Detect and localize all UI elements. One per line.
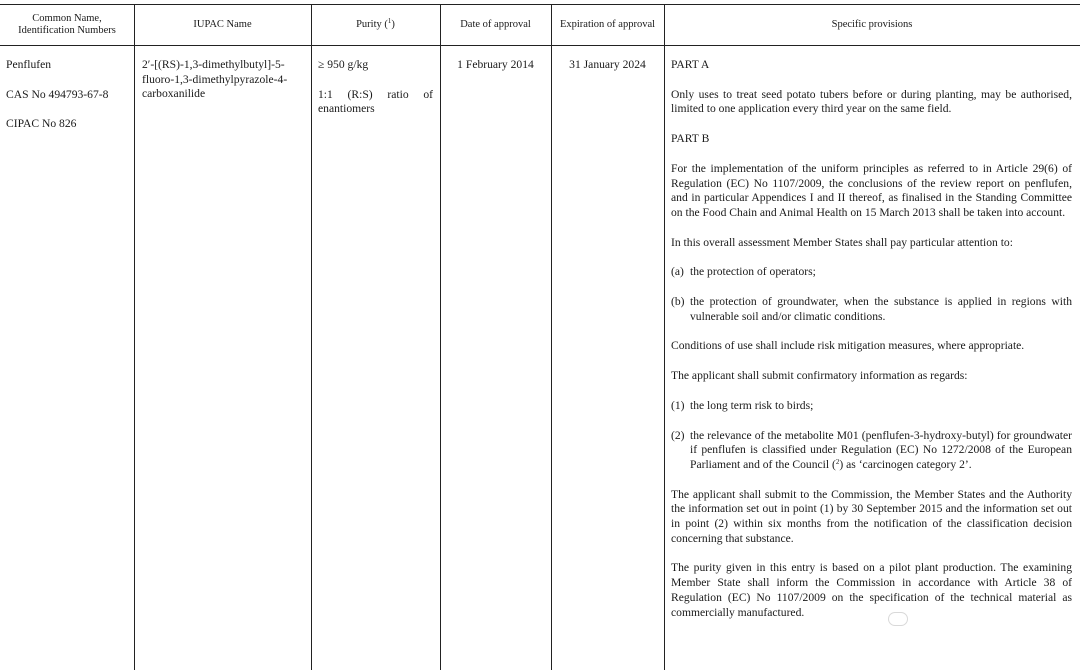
column-divider xyxy=(664,4,665,670)
common-name-cell xyxy=(6,58,130,132)
confirm-item xyxy=(671,429,1072,473)
column-divider xyxy=(134,4,135,670)
column-divider xyxy=(311,4,312,670)
column-divider xyxy=(440,4,441,670)
iupac-name-cell xyxy=(142,58,304,102)
header-date-approval xyxy=(440,4,551,45)
header-expiration xyxy=(551,4,664,45)
part-b-text: For the implementation of the uniform principles as referred to in Article 29(6) of Regulation (EC) No 1107/2009, the conclusions of the review report on penflufen, and in particular Appendices I and II thereof, as finalised in the Standing Committee on the Food Chain and Animal Health on 15 March 2013 shall be taken into account. xyxy=(671,161,1072,219)
item-text: the relevance of the metabolite M01 (penflufen-3-hydroxy-butyl) for groundwater if penflufen is classified under Regulation (EC) No 1272/2008 of the European Parliament and of the Council ($^2$) as ‘carcinogen category 2’. xyxy=(690,428,1072,471)
header-bottom-border xyxy=(0,45,1080,46)
footnote-marker: 2 xyxy=(835,457,840,466)
part-a-text: Only uses to treat seed potato tubers before or during planting, may be authorised, limited to one application every third year on the same field. xyxy=(671,87,1072,116)
item-label: (2) xyxy=(671,428,685,442)
iupac-name: 2′-[(RS)-1,3-dimethylbutyl]-5-fluoro-1,3-dimethylpyrazole-4-carboxanilide xyxy=(142,58,288,101)
cas-number: CAS No 494793-67-8 xyxy=(6,87,109,101)
item-label: (a) xyxy=(671,265,684,279)
expiration-cell xyxy=(551,58,664,73)
assessment-intro: In this overall assessment Member States shall pay particular attention to: xyxy=(671,235,1013,249)
date-approval-cell xyxy=(440,58,551,73)
header-specific-provisions xyxy=(664,4,1080,45)
item-text: the protection of operators; xyxy=(690,265,816,279)
header-common-name xyxy=(0,4,134,45)
part-b-heading: PART B xyxy=(671,132,710,146)
item-text: the protection of groundwater, when the substance is applied in regions with vulnerable soil and/or climatic conditions. xyxy=(690,295,1072,323)
item-label: (1) xyxy=(671,398,685,412)
watermark xyxy=(888,612,911,626)
column-divider xyxy=(551,4,552,670)
item-text: the long term risk to birds; xyxy=(690,398,814,412)
header-specific-provisions-label: Specific provisions xyxy=(831,18,913,30)
header-purity-label: Purity ($^1$) xyxy=(356,16,395,30)
enantiomer-ratio: 1:1 (R:S) ratio of enantiomers xyxy=(318,87,433,116)
header-purity xyxy=(311,4,440,45)
attention-item xyxy=(671,265,1072,280)
confirmatory-intro: The applicant shall submit confirmatory information as regards: xyxy=(671,369,968,383)
cipac-number: CIPAC No 826 xyxy=(6,117,77,131)
chat-bubble-icon xyxy=(888,612,908,626)
common-name: Penflufen xyxy=(6,58,52,71)
purity-cell xyxy=(318,58,433,117)
part-a-heading: PART A xyxy=(671,58,710,71)
purity-value: ≥ 950 g/kg xyxy=(318,58,369,71)
attention-item xyxy=(671,295,1072,324)
header-iupac-name-label: IUPAC Name xyxy=(193,18,252,30)
expiration-date: 31 January 2024 xyxy=(569,58,646,71)
specific-provisions-cell xyxy=(671,58,1072,620)
conditions-text: Conditions of use shall include risk mitigation measures, where appropriate. xyxy=(671,339,1025,353)
confirm-item xyxy=(671,399,1072,414)
item-label: (b) xyxy=(671,295,685,309)
submission-text: The applicant shall submit to the Commission, the Member States and the Authority the information set out in point (1) by 30 September 2015 and the information set out in point (2) within six months from the notification of the classification decision concerning that substance. xyxy=(671,487,1072,545)
date-of-approval: 1 February 2014 xyxy=(457,58,534,71)
purity-note-text: The purity given in this entry is based on a pilot plant production. The examining Member State shall inform the Commission in accordance with Article 38 of Regulation (EC) No 1107/2009 on the specification of the technical material as commercially manufactured. xyxy=(671,561,1072,619)
header-date-approval-label: Date of approval xyxy=(460,18,531,30)
header-iupac-name xyxy=(134,4,311,45)
header-common-name-label: Common Name, Identification Numbers xyxy=(18,12,116,36)
header-expiration-label: Expiration of approval xyxy=(559,18,656,30)
